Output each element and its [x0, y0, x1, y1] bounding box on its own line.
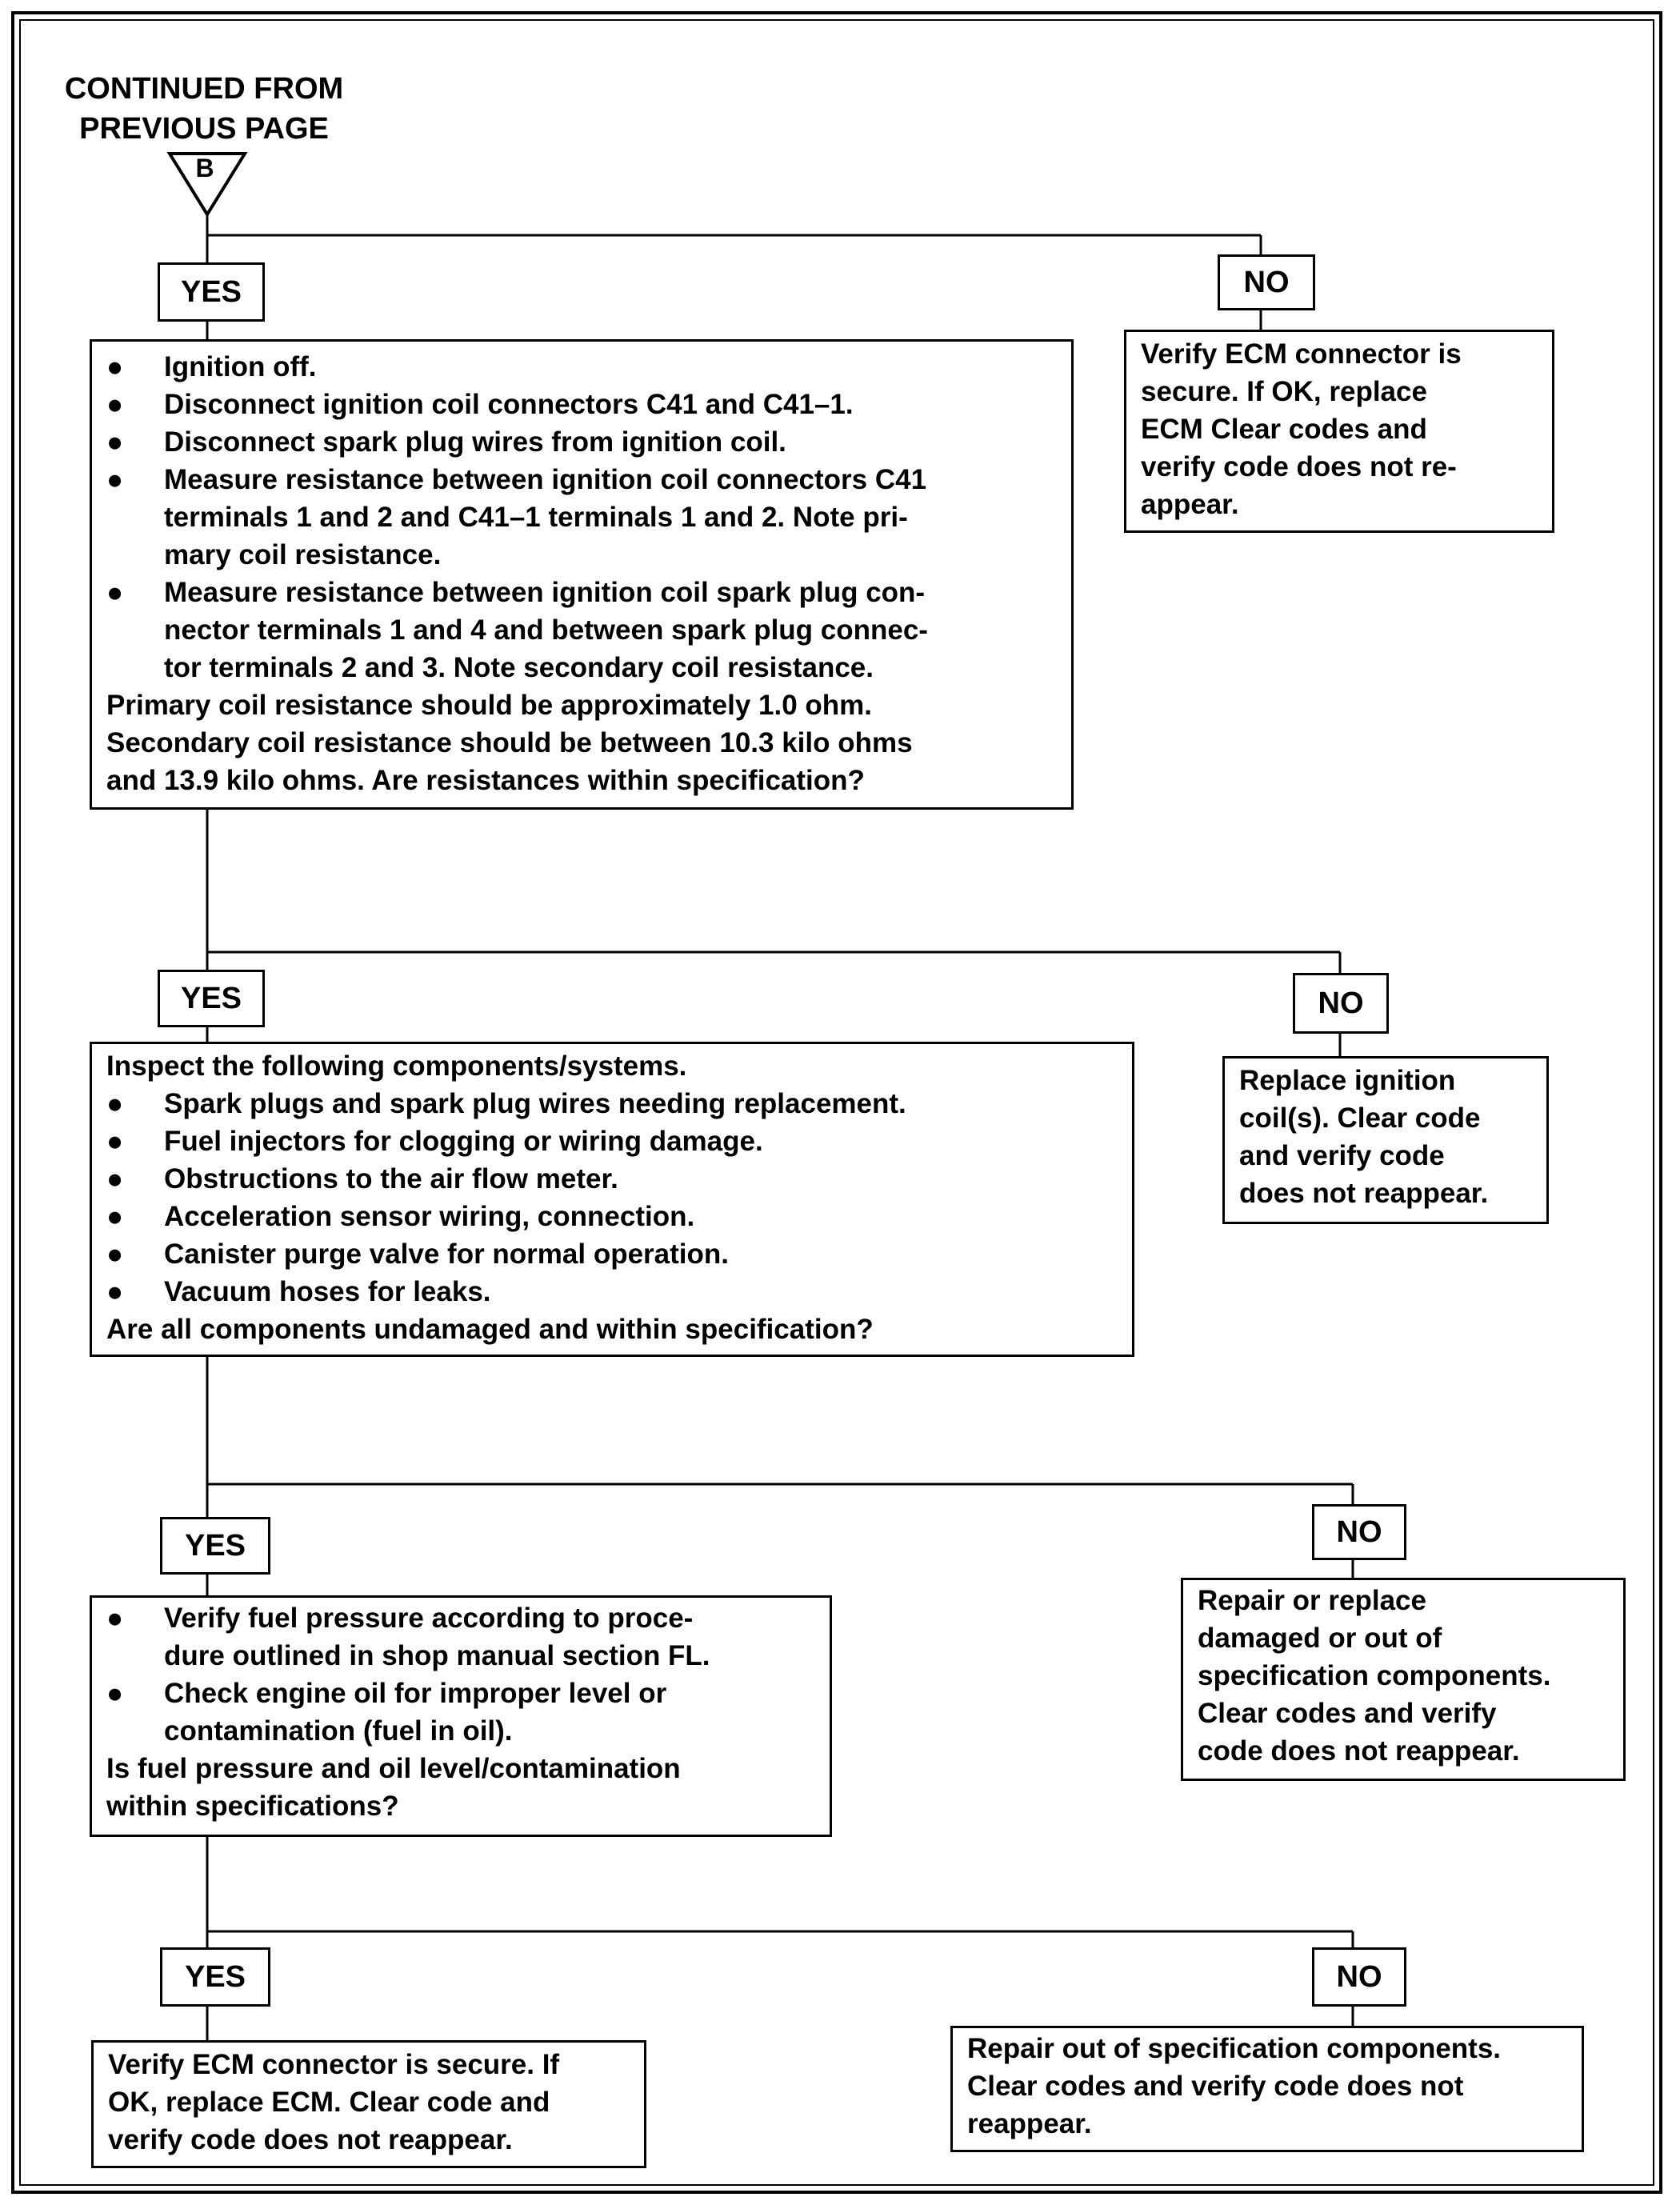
bullet-item — [106, 386, 1057, 423]
box-text-line: Primary coil resistance should be approximately 1.0 ohm. — [106, 690, 873, 721]
bullet-text: Check engine oil for improper level or — [164, 1678, 667, 1709]
bullet-item — [106, 1273, 1118, 1311]
bullet-text: Ignition off. — [164, 351, 317, 382]
bullet-text: mary coil resistance. — [164, 539, 442, 570]
bullet-item — [106, 461, 1057, 574]
box-text-line: Verify ECM connector is secure. If — [108, 2049, 560, 2080]
bullet-dot: ● — [106, 577, 124, 608]
header-line: PREVIOUS PAGE — [79, 112, 329, 146]
bullet-text: Disconnect spark plug wires from ignition coil. — [164, 426, 786, 458]
bullet-dot: ● — [106, 1678, 124, 1709]
bullet-item — [106, 423, 1057, 461]
box-text-line: within specifications? — [106, 1791, 399, 1822]
bullet-text: Disconnect ignition coil connectors C41 and C41–1. — [164, 389, 854, 420]
bullet-dot: ● — [106, 1276, 124, 1307]
offpage-connector-letter: B — [195, 154, 214, 182]
box-text-line: ECM Clear codes and — [1141, 414, 1427, 445]
box-text-line: Replace ignition — [1239, 1065, 1456, 1096]
box-text-line: Are all components undamaged and within specification? — [106, 1314, 874, 1345]
bullet-text: terminals 1 and 2 and C41–1 terminals 1 and 2. Note pri- — [164, 502, 908, 533]
box-text-line: Is fuel pressure and oil level/contamination — [106, 1753, 681, 1784]
box-text-line: OK, replace ECM. Clear code and — [108, 2087, 550, 2118]
yes-label — [158, 970, 265, 1027]
bullet-item — [106, 1235, 1118, 1273]
bullet-text: Verify fuel pressure according to proce- — [164, 1603, 694, 1634]
bullet-item — [106, 1160, 1118, 1198]
bullet-text: nector terminals 1 and 4 and between spark plug connec- — [164, 614, 928, 646]
bullet-dot: ● — [106, 464, 124, 495]
box-text-line: Clear codes and verify — [1198, 1698, 1497, 1729]
step1-check-resistance-box — [90, 339, 1074, 810]
box-text-line: verify code does not reappear. — [108, 2124, 513, 2155]
yes-label — [158, 262, 265, 322]
step2-no-result-box — [1222, 1056, 1549, 1224]
bullet-item — [106, 1123, 1118, 1160]
yes-label-text: YES — [184, 1529, 246, 1563]
no-label-text: NO — [1318, 986, 1364, 1020]
yes-label-text: YES — [180, 275, 242, 309]
step3-fuel-oil-check-box — [90, 1595, 832, 1837]
box-text-line: Repair or replace — [1198, 1585, 1426, 1616]
no-label-text: NO — [1336, 1515, 1382, 1549]
box-text-line: appear. — [1141, 489, 1239, 520]
bullet-dot: ● — [106, 1163, 124, 1195]
bullet-dot: ● — [106, 1201, 124, 1232]
bullet-item — [106, 574, 1057, 686]
no-label-text: NO — [1243, 266, 1290, 299]
box-text-line: Repair out of specification components. — [967, 2033, 1502, 2064]
bullet-item — [106, 1085, 1118, 1123]
box-text-line: and verify code — [1239, 1140, 1445, 1171]
yes-label-text: YES — [184, 1960, 246, 1994]
step2-inspect-components-box — [90, 1042, 1134, 1357]
bullet-item — [106, 1675, 815, 1750]
bullet-text: contamination (fuel in oil). — [164, 1715, 513, 1747]
box-text-line: Clear codes and verify code does not — [967, 2071, 1464, 2102]
bullet-dot: ● — [106, 1239, 124, 1270]
yes-label — [160, 1517, 270, 1575]
bullet-dot: ● — [106, 1126, 124, 1157]
box-text-line: specification components. — [1198, 1660, 1551, 1691]
bullet-text: Spark plugs and spark plug wires needing replacement. — [164, 1088, 906, 1119]
bullet-item — [106, 1599, 815, 1675]
box-text-line: Secondary coil resistance should be between 10.3 kilo ohms — [106, 727, 913, 758]
step1-no-result-box — [1124, 330, 1554, 533]
bullet-text: Obstructions to the air flow meter. — [164, 1163, 618, 1195]
bullet-item — [106, 1198, 1118, 1235]
bullet-item — [106, 348, 1057, 386]
no-label — [1312, 1504, 1406, 1560]
bullet-dot: ● — [106, 389, 124, 420]
box-text-line: verify code does not re- — [1141, 451, 1457, 482]
bullet-dot: ● — [106, 351, 124, 382]
header-line: CONTINUED FROM — [64, 72, 344, 106]
bullet-text: Vacuum hoses for leaks. — [164, 1276, 491, 1307]
continued-from-header — [56, 69, 352, 149]
box-text-line: reappear. — [967, 2108, 1092, 2139]
bullet-dot: ● — [106, 1088, 124, 1119]
box-text-line: Verify ECM connector is — [1141, 338, 1462, 370]
no-label — [1293, 973, 1389, 1034]
box-text-line: Inspect the following components/systems. — [106, 1050, 687, 1082]
no-label — [1312, 1947, 1406, 2007]
box-text-line: coil(s). Clear code — [1239, 1102, 1481, 1134]
bullet-text: Acceleration sensor wiring, connection. — [164, 1201, 695, 1232]
bullet-text: Fuel injectors for clogging or wiring damage. — [164, 1126, 763, 1157]
bullet-text: Measure resistance between ignition coil spark plug con- — [164, 577, 926, 608]
yes-label-text: YES — [180, 982, 242, 1015]
box-text-line: secure. If OK, replace — [1141, 376, 1427, 407]
bullet-text: Measure resistance between ignition coil connectors C41 — [164, 464, 927, 495]
bullet-dot: ● — [106, 426, 124, 458]
box-text-line: code does not reappear. — [1198, 1735, 1520, 1767]
bullet-text: Canister purge valve for normal operation. — [164, 1239, 729, 1270]
step3-no-result-box — [1181, 1578, 1626, 1781]
box-text-line: and 13.9 kilo ohms. Are resistances within specification? — [106, 765, 865, 796]
step4-no-result-box — [950, 2026, 1584, 2152]
yes-label — [160, 1947, 270, 2007]
bullet-text: tor terminals 2 and 3. Note secondary coil resistance. — [164, 652, 874, 683]
no-label-text: NO — [1336, 1960, 1382, 1994]
bullet-dot: ● — [106, 1603, 124, 1634]
box-text-line: does not reappear. — [1239, 1178, 1489, 1209]
step4-yes-result-box — [91, 2040, 646, 2168]
no-label — [1218, 254, 1315, 310]
bullet-text: dure outlined in shop manual section FL. — [164, 1640, 710, 1671]
box-text-line: damaged or out of — [1198, 1623, 1442, 1654]
